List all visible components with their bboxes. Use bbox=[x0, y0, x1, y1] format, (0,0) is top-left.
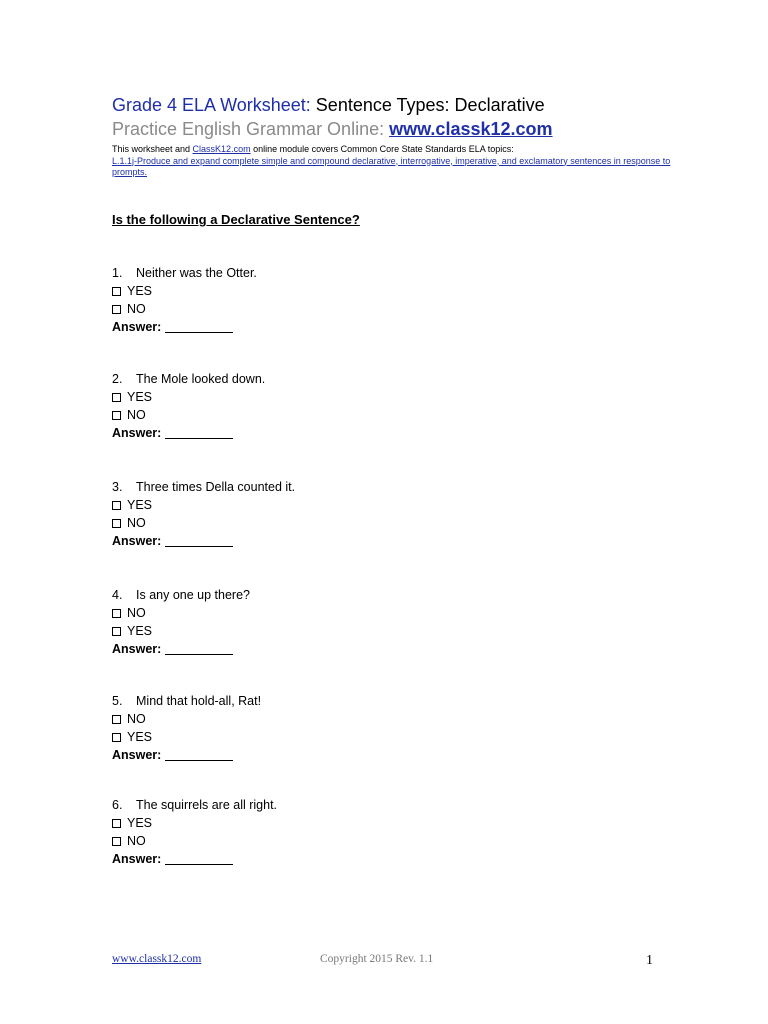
question-item bbox=[112, 796, 512, 868]
option-label: YES bbox=[127, 816, 153, 830]
page-number: 1 bbox=[646, 953, 653, 968]
answer-row bbox=[112, 850, 512, 868]
question-number: 3. bbox=[112, 480, 123, 494]
answer-label: Answer: bbox=[112, 748, 162, 762]
option-no[interactable] bbox=[112, 604, 512, 622]
intro-before: This worksheet and bbox=[112, 144, 193, 154]
option-yes[interactable] bbox=[112, 728, 512, 746]
answer-blank[interactable] bbox=[165, 534, 233, 547]
section-heading: Is the following a Declarative Sentence? bbox=[112, 212, 360, 227]
option-label: YES bbox=[127, 390, 153, 404]
answer-row bbox=[112, 424, 512, 442]
checkbox-icon[interactable] bbox=[112, 715, 121, 724]
question-prompt bbox=[112, 586, 512, 604]
question-prompt bbox=[112, 478, 512, 496]
checkbox-icon[interactable] bbox=[112, 305, 121, 314]
answer-row bbox=[112, 532, 512, 550]
answer-label: Answer: bbox=[112, 534, 162, 548]
question-item bbox=[112, 478, 512, 550]
checkbox-icon[interactable] bbox=[112, 393, 121, 402]
practice-text: Practice English Grammar Online: bbox=[112, 119, 390, 139]
checkbox-icon[interactable] bbox=[112, 733, 121, 742]
practice-link[interactable]: www.classk12.com bbox=[389, 119, 553, 139]
answer-blank[interactable] bbox=[165, 426, 233, 439]
checkbox-icon[interactable] bbox=[112, 411, 121, 420]
option-yes[interactable] bbox=[112, 282, 512, 300]
worksheet-header bbox=[112, 94, 672, 179]
title-colon: : bbox=[305, 95, 316, 115]
checkbox-icon[interactable] bbox=[112, 287, 121, 296]
checkbox-icon[interactable] bbox=[112, 627, 121, 636]
answer-row bbox=[112, 640, 512, 658]
intro-text bbox=[112, 144, 672, 156]
option-label: YES bbox=[127, 730, 153, 744]
practice-line bbox=[112, 117, 672, 141]
option-no[interactable] bbox=[112, 832, 512, 850]
footer-link[interactable]: www.classk12.com bbox=[112, 953, 202, 965]
answer-row bbox=[112, 318, 512, 336]
answer-blank[interactable] bbox=[165, 852, 233, 865]
option-no[interactable] bbox=[112, 300, 512, 318]
checkbox-icon[interactable] bbox=[112, 609, 121, 618]
answer-label: Answer: bbox=[112, 642, 162, 656]
answer-blank[interactable] bbox=[165, 748, 233, 761]
option-label: NO bbox=[127, 408, 146, 422]
footer-copyright: Copyright 2015 Rev. 1.1 bbox=[320, 953, 434, 965]
checkbox-icon[interactable] bbox=[112, 519, 121, 528]
question-text: Three times Della counted it. bbox=[136, 480, 296, 494]
question-text: The Mole looked down. bbox=[136, 372, 266, 386]
question-text: The squirrels are all right. bbox=[136, 798, 278, 812]
answer-label: Answer: bbox=[112, 426, 162, 440]
option-no[interactable] bbox=[112, 514, 512, 532]
checkbox-icon[interactable] bbox=[112, 819, 121, 828]
checkbox-icon[interactable] bbox=[112, 837, 121, 846]
question-prompt bbox=[112, 264, 512, 282]
answer-row bbox=[112, 746, 512, 764]
option-label: YES bbox=[127, 284, 153, 298]
option-no[interactable] bbox=[112, 406, 512, 424]
option-yes[interactable] bbox=[112, 388, 512, 406]
question-text: Is any one up there? bbox=[136, 588, 250, 602]
answer-blank[interactable] bbox=[165, 320, 233, 333]
option-label: NO bbox=[127, 516, 146, 530]
title-grade: Grade 4 ELA Worksheet bbox=[112, 95, 306, 115]
question-prompt bbox=[112, 796, 512, 814]
option-no[interactable] bbox=[112, 710, 512, 728]
intro-link[interactable]: ClassK12.com bbox=[192, 144, 251, 154]
worksheet-title bbox=[112, 94, 672, 117]
question-number: 2. bbox=[112, 372, 123, 386]
question-prompt bbox=[112, 370, 512, 388]
question-number: 1. bbox=[112, 266, 123, 280]
answer-blank[interactable] bbox=[165, 642, 233, 655]
option-label: YES bbox=[127, 624, 153, 638]
option-yes[interactable] bbox=[112, 496, 512, 514]
standard-text bbox=[112, 156, 672, 179]
option-label: NO bbox=[127, 712, 146, 726]
question-prompt bbox=[112, 692, 512, 710]
intro-after: online module covers Common Core State Standards ELA topics: bbox=[250, 144, 514, 154]
question-number: 6. bbox=[112, 798, 123, 812]
checkbox-icon[interactable] bbox=[112, 501, 121, 510]
question-item bbox=[112, 264, 512, 336]
question-number: 4. bbox=[112, 588, 123, 602]
answer-label: Answer: bbox=[112, 320, 162, 334]
option-label: NO bbox=[127, 606, 146, 620]
question-item bbox=[112, 692, 512, 764]
question-number: 5. bbox=[112, 694, 123, 708]
option-label: YES bbox=[127, 498, 153, 512]
title-topic: Sentence Types: Declarative bbox=[315, 95, 545, 115]
option-yes[interactable] bbox=[112, 814, 512, 832]
option-yes[interactable] bbox=[112, 622, 512, 640]
standard-link[interactable]: L.1.1j-Produce and expand complete simple and compound declarative, interrogative, imperative, and exclamatory sentences in response to prompts. bbox=[112, 155, 671, 177]
question-text: Neither was the Otter. bbox=[136, 266, 257, 280]
question-item bbox=[112, 586, 512, 658]
question-item bbox=[112, 370, 512, 442]
answer-label: Answer: bbox=[112, 852, 162, 866]
option-label: NO bbox=[127, 834, 146, 848]
question-text: Mind that hold-all, Rat! bbox=[136, 694, 262, 708]
option-label: NO bbox=[127, 302, 146, 316]
